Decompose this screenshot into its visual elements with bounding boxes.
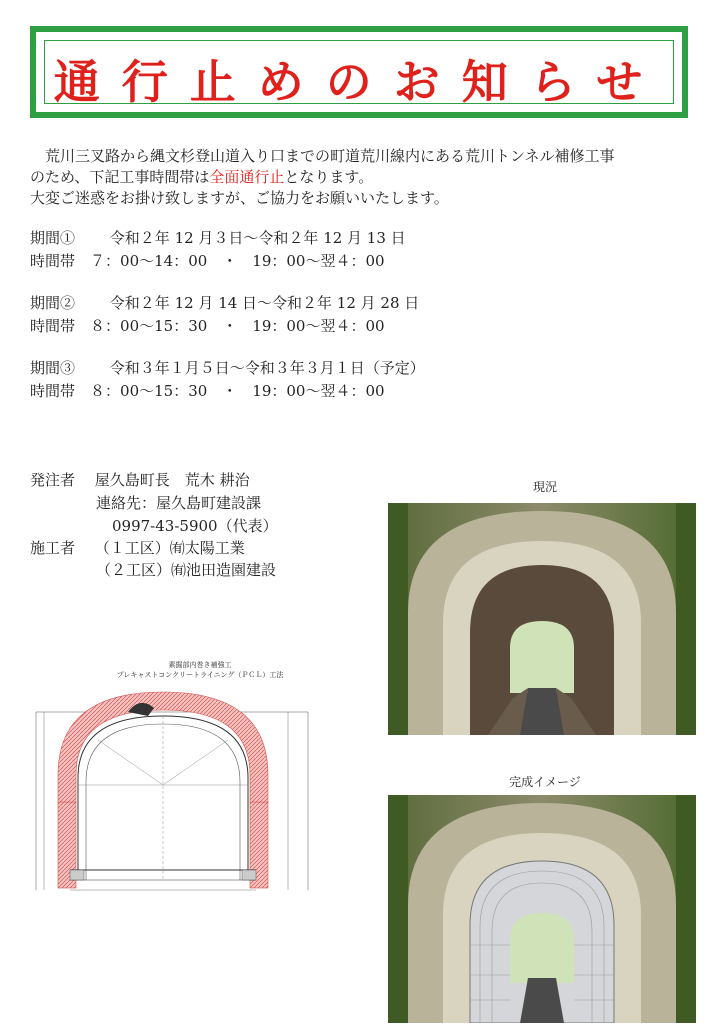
contractor-1: （１工区）㈲太陽工業	[94, 539, 245, 557]
intro-paragraph	[30, 146, 700, 209]
intro-line-2b: となります。	[284, 168, 374, 186]
period-3-row	[30, 358, 425, 378]
contact-line: 連絡先：屋久島町建設課	[96, 494, 262, 512]
tunnel-cross-section-diagram	[28, 690, 318, 930]
period-1-dates: 令和２年 12 月３日～令和２年 12 月 13 日	[109, 229, 406, 247]
page-title: 通行止めのお知らせ	[53, 55, 665, 109]
period-2-dates: 令和２年 12 月 14 日～令和２年 12 月 28 日	[109, 294, 420, 312]
orderer-row	[30, 470, 250, 490]
period-2-time-label: 時間帯	[30, 317, 76, 335]
intro-line-2	[30, 167, 700, 188]
phone-number: 0997-43-5900（代表）	[112, 517, 278, 535]
period-3-dates: 令和３年１月５日～令和３年３月１日（予定）	[109, 359, 425, 377]
period-3-time-row	[30, 381, 385, 401]
period-3-times: ８：00～15：30 ・ 19：00～翌４：00	[90, 382, 385, 400]
diagram-title-2: プレキャストコンクリートライニング（ＰＣＬ）工法	[116, 671, 284, 679]
period-1-time-row	[30, 251, 385, 271]
intro-line-2a: のため、下記工事時間帯は	[30, 168, 210, 186]
period-1-time-label: 時間帯	[30, 252, 76, 270]
period-2-times: ８：00～15：30 ・ 19：00～翌４：00	[90, 317, 385, 335]
title-frame	[30, 26, 688, 118]
contractor-label: 施工者	[30, 539, 76, 557]
period-2-time-row	[30, 316, 385, 336]
period-1-times: ７：00～14：00 ・ 19：00～翌４：00	[90, 252, 385, 270]
orderer-label: 発注者	[30, 471, 76, 489]
period-2-label: 期間②	[30, 294, 76, 312]
current-tunnel-photo	[388, 503, 696, 735]
intro-line-3: 大変ご迷惑をお掛け致しますが、ご協力をお願いいたします。	[30, 189, 449, 207]
contractor-2: （２工区）㈲池田造園建設	[96, 561, 277, 579]
diagram-title-1: 素掘部内巻き補強工	[168, 661, 232, 669]
orderer-name: 屋久島町長 荒木 耕治	[94, 471, 250, 489]
completion-image-photo	[388, 795, 696, 1023]
period-3-label: 期間③	[30, 359, 76, 377]
period-1-row	[30, 228, 406, 248]
contractor-row	[30, 538, 245, 558]
current-photo-caption: 現況	[532, 480, 557, 494]
period-3-time-label: 時間帯	[30, 382, 76, 400]
diagram-title-block	[100, 660, 300, 680]
period-2-row	[30, 293, 419, 313]
intro-line-1: 荒川三叉路から縄文杉登山道入り口までの町道荒川線内にある荒川トンネル補修工事	[30, 147, 615, 165]
after-photo-caption: 完成イメージ	[509, 775, 581, 789]
period-1-label: 期間①	[30, 229, 76, 247]
full-closure-text: 全面通行止	[209, 168, 285, 186]
